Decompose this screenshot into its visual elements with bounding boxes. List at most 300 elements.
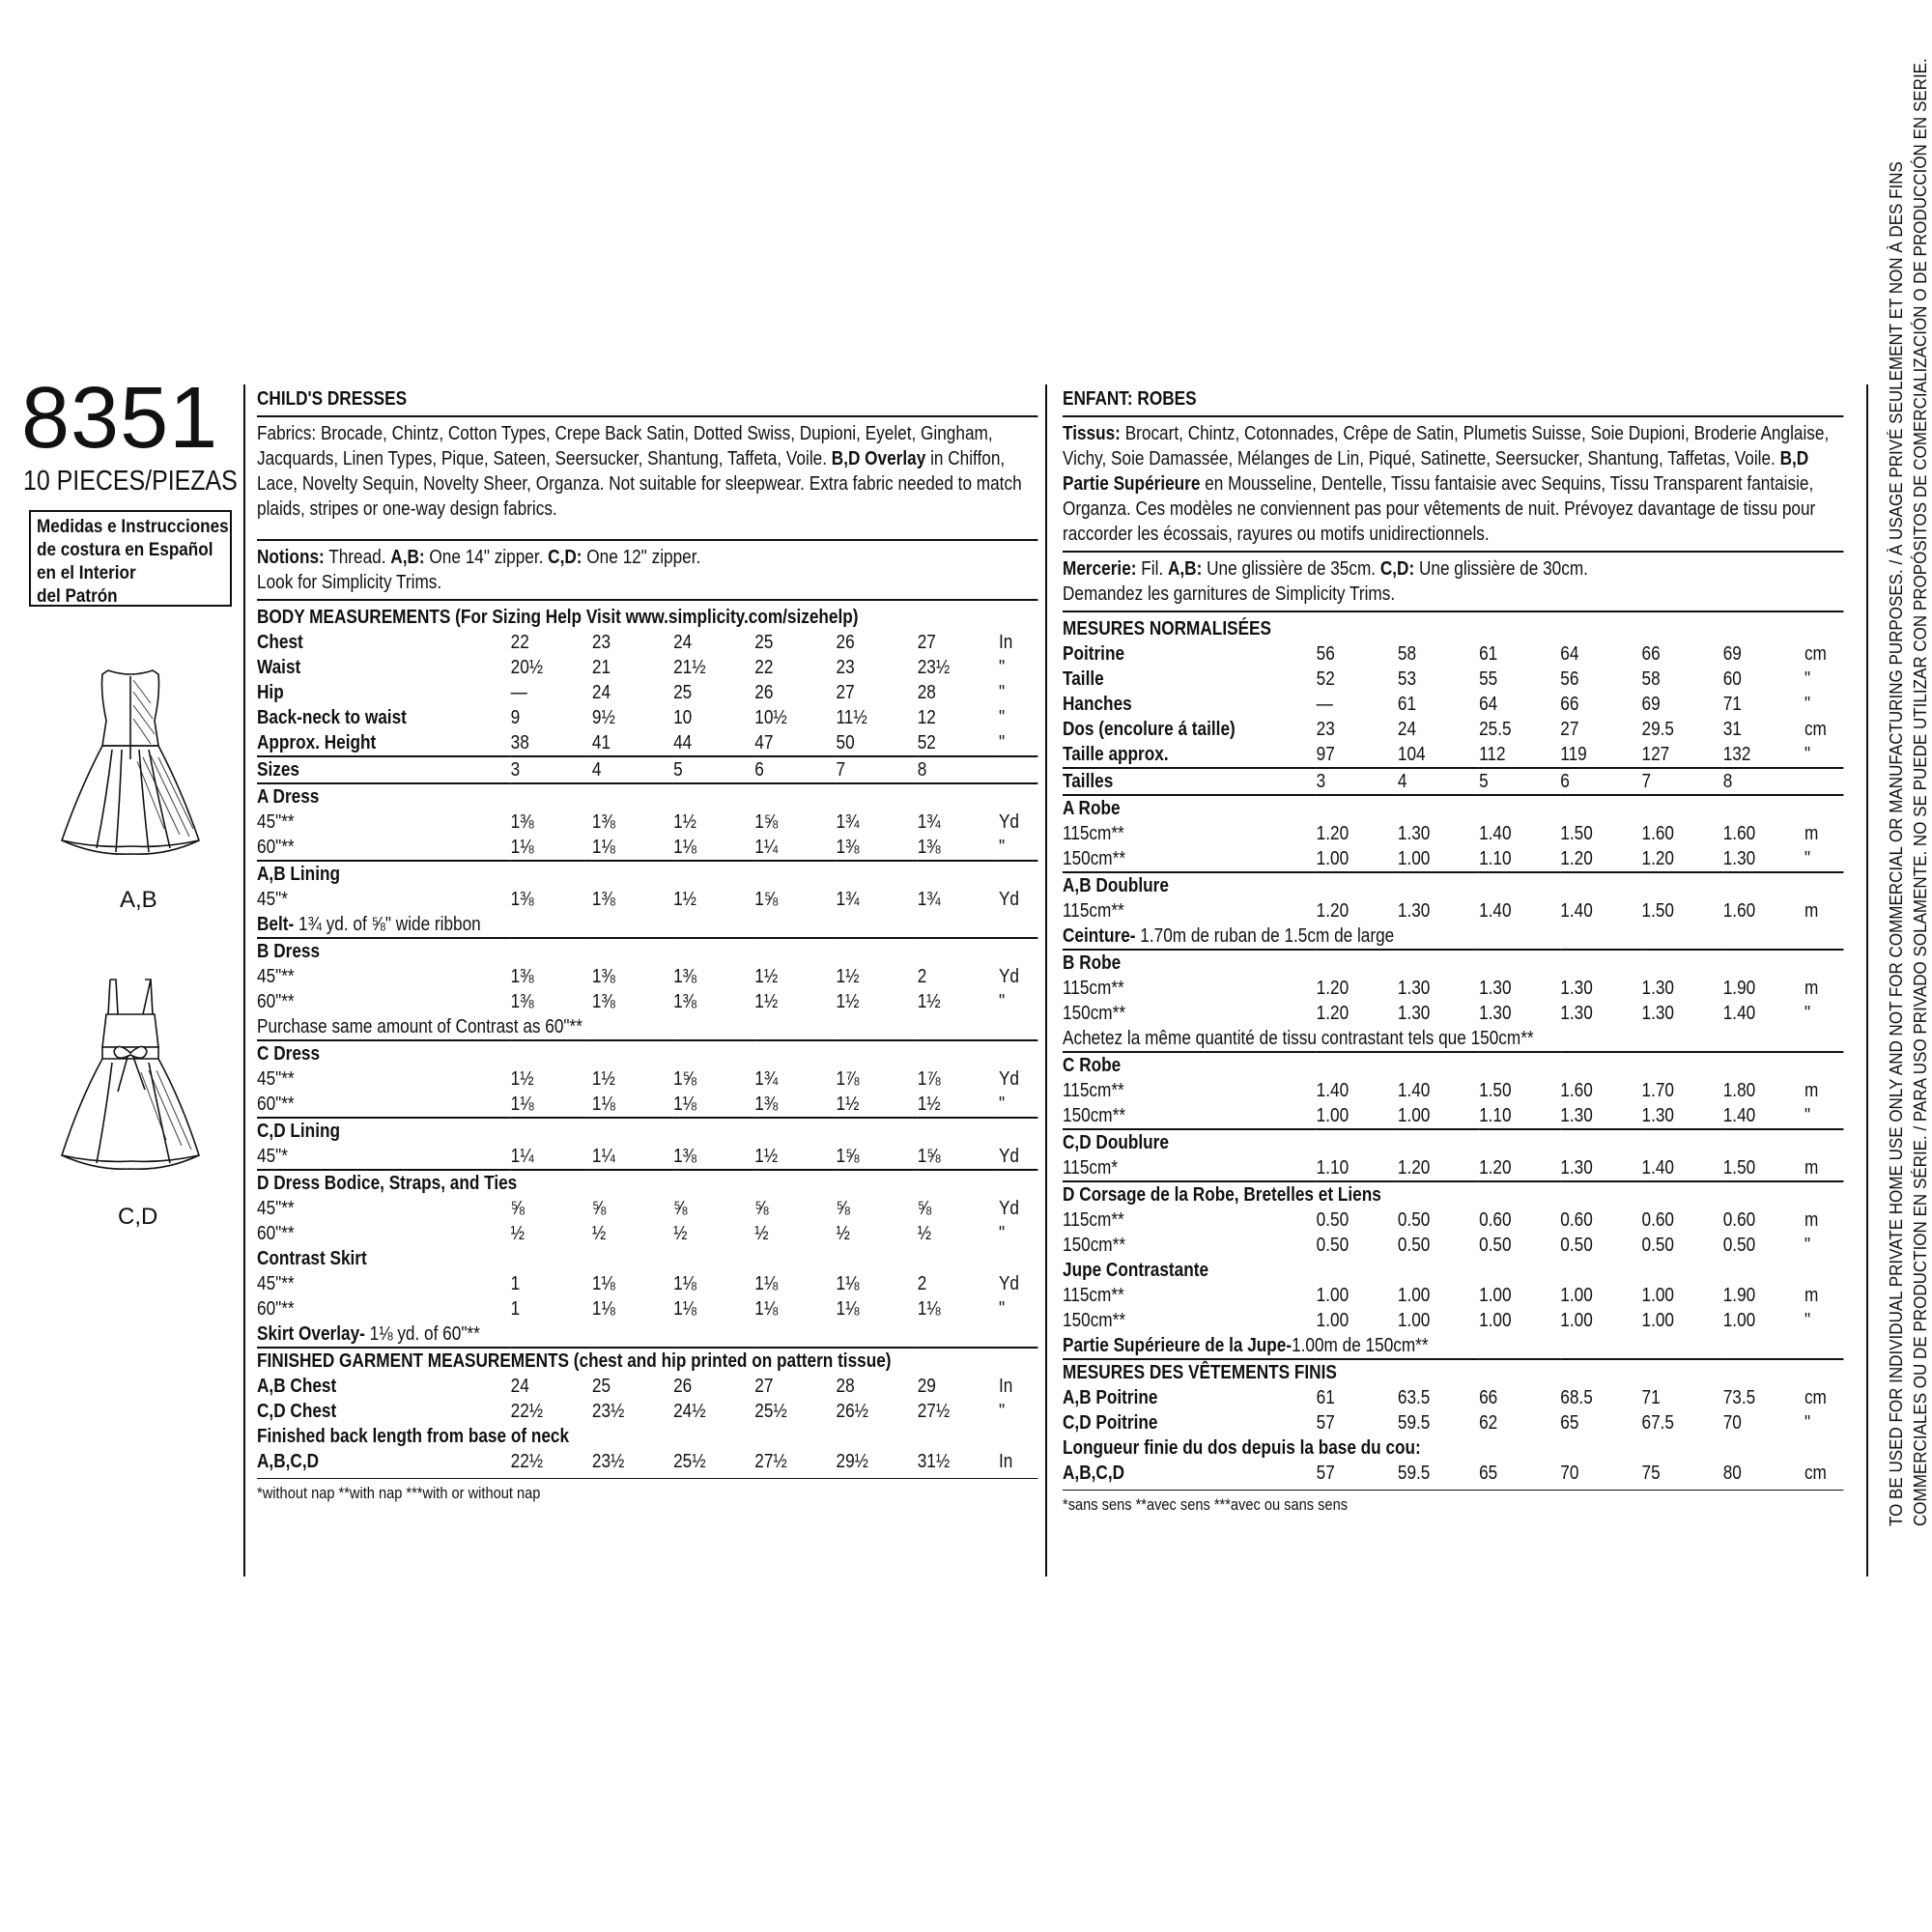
finished-row-value: 63.5 xyxy=(1397,1387,1431,1408)
sizes-row-value: 6 xyxy=(754,756,836,783)
yardage-row-unit: " xyxy=(1804,1310,1811,1331)
yardage-row-value: ⅝ xyxy=(917,1198,932,1219)
yardage-title xyxy=(1063,1258,1843,1283)
yardage-row-unit: " xyxy=(1804,1003,1811,1024)
body-measurement-row-value: 38 xyxy=(510,732,529,753)
sizes-row xyxy=(1063,768,1843,795)
yardage-row-value: 1⅛ xyxy=(836,1273,860,1294)
sizes-row-value: 7 xyxy=(837,756,918,783)
finished-row xyxy=(257,1399,1037,1424)
yardage-row-value: 1⅜ xyxy=(673,966,697,987)
body-measurement-row-value: — xyxy=(510,682,527,703)
yardage-row-value: 1¼ xyxy=(591,1146,615,1167)
yardage-row-label: 45"* xyxy=(257,889,288,910)
finished-title-note: (chest and hip printed on pattern tissue) xyxy=(568,1350,892,1372)
usage-notice-line: TO BE USED FOR INDIVIDUAL PRIVATE HOME USE ONLY AND NOT FOR COMMERCIAL OR MANUFACTURING PURPOSES. / À USAGE PRIVÉ SEULEMENT ET NON À DES FINS xyxy=(1886,161,1906,1526)
yardage-row-value: ½ xyxy=(754,1223,769,1244)
skirt-overlay-note-label: Partie Supérieure de la Jupe- xyxy=(1063,1335,1293,1356)
body-measurement-row-label: Taille approx. xyxy=(1063,744,1169,765)
back-length-row-unit: cm xyxy=(1804,1463,1827,1484)
body-measurement-row-value: 22 xyxy=(510,632,529,653)
yardage-row-value: 1.00 xyxy=(1641,1310,1675,1331)
yardage-row-value: 1.30 xyxy=(1479,1003,1512,1024)
yardage-title-text: C,D Doublure xyxy=(1063,1129,1843,1155)
body-measurement-row-value: 23 xyxy=(1316,719,1335,740)
yardage-row-label: 60"** xyxy=(257,1223,295,1244)
finished-row-value: 67.5 xyxy=(1641,1412,1675,1434)
yardage-row-value: 0.50 xyxy=(1397,1209,1431,1231)
body-measurement-row-value: 9½ xyxy=(591,707,615,728)
view-cd-dress-illustration xyxy=(58,976,203,1179)
yardage-row xyxy=(1063,821,1843,846)
yardage-row-value: 1.00 xyxy=(1479,1310,1512,1331)
yardage-row-value: ½ xyxy=(917,1223,932,1244)
yardage-row-unit: " xyxy=(998,837,1006,858)
yardage-row-value: 1.80 xyxy=(1722,1080,1756,1101)
view-label-cd: C,D xyxy=(118,1204,158,1230)
sizes-row-unit xyxy=(999,756,1037,783)
yardage-row xyxy=(257,810,1037,835)
finished-row-value: 25 xyxy=(591,1376,611,1397)
yardage-row-value: 1.40 xyxy=(1722,1003,1756,1024)
body-measurement-row-value: 52 xyxy=(917,732,936,753)
yardage-row-value: 1¼ xyxy=(510,1146,534,1167)
yardage-row-value: 1¾ xyxy=(836,811,860,833)
yardage-row-value: 1.30 xyxy=(1397,978,1431,999)
yardage-row-value: 1.40 xyxy=(1479,823,1512,844)
yardage-row-value: 1.40 xyxy=(1479,900,1512,922)
yardage-row-value: 1.10 xyxy=(1316,1157,1350,1179)
yardage-title xyxy=(257,938,1037,964)
yardage-title-text: C Robe xyxy=(1063,1052,1843,1078)
yardage-row-value: 1.50 xyxy=(1479,1080,1512,1101)
yardage-row-value: 1⅜ xyxy=(591,966,615,987)
yardage-row-value: 1⅜ xyxy=(510,966,534,987)
yardage-row-value: 1.40 xyxy=(1316,1080,1350,1101)
yardage-row-value: 1.30 xyxy=(1397,823,1431,844)
yardage-row xyxy=(257,1221,1037,1246)
body-measurement-row-value: 20½ xyxy=(510,657,544,678)
body-measurement-row-value: 12 xyxy=(917,707,936,728)
yardage-row-value: 1⅞ xyxy=(836,1068,860,1090)
yardage-row-value: 1.40 xyxy=(1641,1157,1675,1179)
english-size-table xyxy=(257,630,1037,1474)
yardage-row-value: 1.70 xyxy=(1641,1080,1675,1101)
english-notions-line2: Look for Simplicity Trims. xyxy=(257,572,442,593)
body-measurement-row-value: 112 xyxy=(1479,744,1506,765)
yardage-row-value: 1.00 xyxy=(1316,1310,1350,1331)
yardage-row-label: 45"** xyxy=(257,1068,295,1090)
yardage-row-unit: m xyxy=(1804,1157,1819,1179)
yardage-title-text: C,D Lining xyxy=(257,1118,1037,1144)
yardage-row-value: 1.40 xyxy=(1722,1105,1756,1126)
finished-row-unit: cm xyxy=(1804,1387,1827,1408)
body-measurement-row-value: 24 xyxy=(673,632,693,653)
yardage-row-label: 115cm** xyxy=(1063,1285,1124,1306)
contrast-note-detail: Achetez la même quantité de tissu contrastant tels que 150cm** xyxy=(1063,1028,1534,1049)
finished-row-value: 22½ xyxy=(510,1401,544,1422)
yardage-row-value: 1½ xyxy=(510,1068,534,1090)
body-measurement-row-label: Poitrine xyxy=(1063,643,1125,665)
sizes-row-value: 7 xyxy=(1642,768,1723,795)
yardage-row-value: 1.00 xyxy=(1397,1285,1431,1306)
yardage-row-value: 1.40 xyxy=(1397,1080,1431,1101)
yardage-row-value: 1½ xyxy=(836,991,860,1012)
yardage-row xyxy=(257,1196,1037,1221)
yardage-row-label: 150cm** xyxy=(1063,1310,1126,1331)
sizes-row-value: 8 xyxy=(1723,768,1804,795)
yardage-row-value: 1⅛ xyxy=(754,1298,779,1320)
belt-note xyxy=(257,912,1037,938)
skirt-overlay-note-detail: 1.00m de 150cm** xyxy=(1292,1335,1429,1356)
left-panel xyxy=(0,0,242,1932)
body-measurement-row-value: 66 xyxy=(1641,643,1661,665)
body-measurement-row-value: 25.5 xyxy=(1479,719,1512,740)
yardage-row-value: 1.90 xyxy=(1722,978,1756,999)
body-measurement-row-value: 61 xyxy=(1479,643,1498,665)
yardage-row-value: 1⅝ xyxy=(836,1146,860,1167)
finished-row-value: 57 xyxy=(1316,1412,1335,1434)
yardage-row-label: 60"** xyxy=(257,837,295,858)
yardage-row-label: 60"** xyxy=(257,1298,295,1320)
back-length-row-unit: In xyxy=(998,1451,1013,1472)
body-measurement-row-value: 9 xyxy=(510,707,521,728)
yardage-row-value: 1.40 xyxy=(1560,900,1593,922)
english-footnote: *without nap **with nap ***with or without nap xyxy=(257,1484,541,1502)
back-length-row-value: 75 xyxy=(1641,1463,1661,1484)
back-length-row-value: 23½ xyxy=(591,1451,625,1472)
yardage-row-value: 1 xyxy=(510,1273,521,1294)
yardage-row-label: 45"** xyxy=(257,1273,295,1294)
body-measurement-row-unit: " xyxy=(998,707,1006,728)
yardage-title-text: B Robe xyxy=(1063,950,1843,976)
skirt-overlay-note xyxy=(1063,1333,1843,1359)
finished-row-value: 24 xyxy=(510,1376,529,1397)
skirt-overlay-note xyxy=(257,1321,1037,1348)
sizes-row-value: 8 xyxy=(918,756,999,783)
view-ab-dress-illustration xyxy=(58,665,203,863)
yardage-row-value: ⅝ xyxy=(836,1198,850,1219)
body-measurement-row xyxy=(257,680,1037,705)
yardage-row-value: 1⅝ xyxy=(673,1068,697,1090)
yardage-row-label: 150cm** xyxy=(1063,1235,1126,1256)
yardage-title-text: D Dress Bodice, Straps, and Ties xyxy=(257,1170,1037,1196)
spanish-note-line: Medidas e Instrucciones xyxy=(37,517,229,537)
yardage-row xyxy=(257,1066,1037,1092)
body-measurement-row-value: 69 xyxy=(1722,643,1742,665)
back-length-title-text: Longueur finie du dos depuis la base du cou: xyxy=(1063,1437,1421,1459)
yardage-row-value: 1½ xyxy=(754,991,779,1012)
body-measurement-row-value: 97 xyxy=(1316,744,1335,765)
yardage-row xyxy=(257,964,1037,989)
body-measurement-row xyxy=(1063,641,1843,667)
body-measurement-row-label: Taille xyxy=(1063,668,1104,690)
yardage-row-value: 1.50 xyxy=(1641,900,1675,922)
yardage-row-label: 115cm** xyxy=(1063,978,1124,999)
yardage-row-value: 1⅜ xyxy=(673,1146,697,1167)
yardage-row-value: 1⅝ xyxy=(754,811,779,833)
body-measurement-row-value: 27 xyxy=(1560,719,1579,740)
back-length-row-label: A,B,C,D xyxy=(1063,1463,1125,1484)
english-column xyxy=(257,386,1039,1504)
body-measurement-row-label: Chest xyxy=(257,632,303,653)
yardage-row xyxy=(1063,1078,1843,1103)
yardage-row-value: 1.20 xyxy=(1479,1157,1512,1179)
spanish-note-line: de costura en Español xyxy=(37,540,213,560)
yardage-row-label: 150cm** xyxy=(1063,1105,1126,1126)
body-measurement-row-unit: " xyxy=(998,682,1006,703)
sizes-row-value: 5 xyxy=(673,756,754,783)
french-notions: Mercerie: Fil. A,B: Une glissière de 35cm. C,D: Une glissière de 30cm. xyxy=(1063,558,1588,580)
body-measurement-row-value: 64 xyxy=(1560,643,1579,665)
finished-row xyxy=(257,1374,1037,1399)
body-measurement-row-value: 104 xyxy=(1397,744,1426,765)
body-measurement-row xyxy=(1063,692,1843,717)
yardage-row-value: 1.50 xyxy=(1560,823,1593,844)
french-body-measurements-title: MESURES NORMALISÉES xyxy=(1063,618,1271,639)
contrast-note xyxy=(257,1014,1037,1040)
body-measurement-row xyxy=(1063,667,1843,692)
back-length-title-text: Finished back length from base of neck xyxy=(257,1426,570,1447)
french-title: ENFANT: ROBES xyxy=(1063,388,1197,410)
body-measurement-row-unit: " xyxy=(1804,744,1811,765)
yardage-row-value: 1½ xyxy=(754,966,779,987)
yardage-row xyxy=(257,1296,1037,1321)
body-measurement-row-value: 23 xyxy=(591,632,611,653)
yardage-row-value: 1.30 xyxy=(1641,1003,1675,1024)
finished-row-value: 62 xyxy=(1479,1412,1498,1434)
finished-row-value: 29 xyxy=(917,1376,936,1397)
yardage-row-label: 115cm** xyxy=(1063,900,1124,922)
yardage-row-label: 115cm** xyxy=(1063,823,1124,844)
yardage-row-value: 1.00 xyxy=(1722,1310,1756,1331)
body-measurement-row-value: 132 xyxy=(1722,744,1751,765)
yardage-row-label: 115cm** xyxy=(1063,1080,1124,1101)
yardage-row-value: 1.30 xyxy=(1560,978,1593,999)
body-measurement-row-value: 10 xyxy=(673,707,693,728)
yardage-row-value: 1.30 xyxy=(1641,978,1675,999)
back-length-row-value: 59.5 xyxy=(1397,1463,1431,1484)
yardage-row-unit: m xyxy=(1804,978,1819,999)
finished-row-label: C,D Chest xyxy=(257,1401,337,1422)
yardage-row-unit: Yd xyxy=(998,889,1019,910)
body-measurement-row-label: Dos (encolure á taille) xyxy=(1063,719,1236,740)
sizes-row-unit xyxy=(1804,768,1843,795)
yardage-title xyxy=(257,1170,1037,1196)
yardage-row-unit: Yd xyxy=(998,1068,1019,1090)
french-column xyxy=(1063,386,1845,1516)
finished-row xyxy=(1063,1410,1843,1435)
yardage-row-unit: Yd xyxy=(998,811,1019,833)
yardage-title-text: C Dress xyxy=(257,1040,1037,1066)
yardage-title xyxy=(257,1040,1037,1066)
body-measurement-row-value: 53 xyxy=(1397,668,1417,690)
yardage-row-value: 0.50 xyxy=(1316,1235,1350,1256)
finished-row xyxy=(1063,1385,1843,1410)
yardage-row-value: 1.00 xyxy=(1316,1105,1350,1126)
back-length-row-value: 70 xyxy=(1560,1463,1579,1484)
body-measurement-row-value: 56 xyxy=(1560,668,1579,690)
yardage-row-unit: " xyxy=(998,1094,1006,1115)
body-measurement-row-value: 58 xyxy=(1397,643,1417,665)
yardage-row xyxy=(257,989,1037,1014)
sizes-row-value: 3 xyxy=(1317,768,1398,795)
contrast-note-detail: Purchase same amount of Contrast as 60"** xyxy=(257,1016,582,1037)
body-measurement-row-value: 10½ xyxy=(754,707,787,728)
yardage-row-value: 1.10 xyxy=(1479,848,1512,869)
finished-row-value: 24½ xyxy=(673,1401,706,1422)
back-length-row-value: 31½ xyxy=(917,1451,951,1472)
yardage-row-value: 0.50 xyxy=(1479,1235,1512,1256)
body-measurement-row-value: 24 xyxy=(1397,719,1417,740)
belt-note-detail: 1.70m de ruban de 1.5cm de large xyxy=(1135,925,1395,947)
yardage-row-value: ⅝ xyxy=(591,1198,607,1219)
yardage-title xyxy=(257,1246,1037,1271)
yardage-row-unit: " xyxy=(998,1298,1006,1320)
skirt-overlay-note-detail: 1⅛ yd. of 60"** xyxy=(364,1323,480,1345)
yardage-row xyxy=(1063,1155,1843,1181)
yardage-row-value: 1.90 xyxy=(1722,1285,1756,1306)
yardage-row-value: 0.50 xyxy=(1560,1235,1593,1256)
yardage-row-value: 1.60 xyxy=(1641,823,1675,844)
yardage-row-value: 1⅜ xyxy=(917,837,941,858)
yardage-row-value: 0.50 xyxy=(1316,1209,1350,1231)
belt-note xyxy=(1063,923,1843,950)
body-measurement-row-value: 50 xyxy=(836,732,855,753)
finished-title xyxy=(257,1348,1037,1374)
yardage-row-value: 1⅛ xyxy=(673,1094,697,1115)
body-measurement-row-value: 60 xyxy=(1722,668,1742,690)
body-measurement-row-value: 26 xyxy=(754,682,774,703)
belt-note-label: Ceinture- xyxy=(1063,925,1136,947)
yardage-title xyxy=(257,783,1037,810)
yardage-title xyxy=(1063,1181,1843,1208)
back-length-row-value: 27½ xyxy=(754,1451,787,1472)
yardage-row-value: 1.30 xyxy=(1560,1105,1593,1126)
body-measurement-row-unit: " xyxy=(998,732,1006,753)
yardage-row-value: 1⅛ xyxy=(591,1094,615,1115)
yardage-row-value: 1⅜ xyxy=(673,991,697,1012)
body-measurement-row-value: 119 xyxy=(1560,744,1587,765)
back-length-row-value: 80 xyxy=(1722,1463,1742,1484)
yardage-row-value: 1⅛ xyxy=(591,1273,615,1294)
sizes-row-label: Sizes xyxy=(257,756,511,783)
yardage-row-value: 1⅝ xyxy=(917,1146,941,1167)
yardage-title-text: Contrast Skirt xyxy=(257,1248,367,1269)
yardage-row-unit: " xyxy=(1804,1235,1811,1256)
finished-title-label: MESURES DES VÊTEMENTS FINIS xyxy=(1063,1362,1337,1383)
yardage-row-value: 1⅛ xyxy=(673,1298,697,1320)
pattern-number: 8351 xyxy=(21,370,219,467)
usage-notice xyxy=(1884,58,1932,1575)
yardage-row-value: 1.00 xyxy=(1560,1310,1593,1331)
yardage-row-value: 1⅜ xyxy=(510,889,534,910)
yardage-row-value: 1.30 xyxy=(1397,1003,1431,1024)
yardage-row-label: 45"** xyxy=(257,811,295,833)
divider-left xyxy=(243,384,245,1577)
yardage-row xyxy=(257,887,1037,912)
finished-row-value: 61 xyxy=(1316,1387,1335,1408)
yardage-row-value: 1⅝ xyxy=(754,889,779,910)
yardage-row-value: 1¾ xyxy=(917,889,941,910)
yardage-row-value: 1.60 xyxy=(1722,823,1756,844)
yardage-title-text: A Dress xyxy=(257,783,1037,810)
yardage-row xyxy=(257,1092,1037,1118)
yardage-row-unit: " xyxy=(998,991,1006,1012)
yardage-row xyxy=(1063,846,1843,872)
yardage-row-value: 1.00 xyxy=(1316,848,1350,869)
yardage-row-value: 1.30 xyxy=(1560,1003,1593,1024)
body-measurement-row-value: 52 xyxy=(1316,668,1335,690)
contrast-note xyxy=(1063,1026,1843,1052)
yardage-row-value: 1.60 xyxy=(1722,900,1756,922)
yardage-row-unit: m xyxy=(1804,1209,1819,1231)
yardage-title-text: D Corsage de la Robe, Bretelles et Liens xyxy=(1063,1181,1843,1208)
body-measurement-row-label: Hanches xyxy=(1063,694,1132,715)
finished-row-value: 66 xyxy=(1479,1387,1498,1408)
body-measurement-row-value: 64 xyxy=(1479,694,1498,715)
finished-row-label: A,B Poitrine xyxy=(1063,1387,1158,1408)
yardage-row-value: 1½ xyxy=(917,1094,941,1115)
body-measurement-row-value: 21½ xyxy=(673,657,706,678)
divider-right xyxy=(1866,384,1868,1577)
skirt-overlay-note-label: Skirt Overlay- xyxy=(257,1323,365,1345)
spanish-note-line: en el Interior xyxy=(37,563,136,583)
body-measurement-row-value: 29.5 xyxy=(1641,719,1675,740)
finished-row-value: 71 xyxy=(1641,1387,1661,1408)
yardage-title-text: A Robe xyxy=(1063,795,1843,821)
yardage-row xyxy=(1063,1001,1843,1026)
body-measurement-row xyxy=(257,730,1037,756)
yardage-row-value: 1⅛ xyxy=(673,1273,697,1294)
sizes-row xyxy=(257,756,1037,783)
divider-middle xyxy=(1045,384,1047,1577)
finished-row-value: 28 xyxy=(836,1376,855,1397)
body-measurement-row-unit: cm xyxy=(1804,643,1827,665)
view-label-ab: A,B xyxy=(120,887,157,913)
body-measurement-row-value: 26 xyxy=(836,632,855,653)
spanish-note-line: del Patrón xyxy=(37,586,118,607)
body-measurement-row-value: 22 xyxy=(754,657,774,678)
body-measurement-row-value: 66 xyxy=(1560,694,1579,715)
back-length-row-label: A,B,C,D xyxy=(257,1451,320,1472)
yardage-title xyxy=(1063,872,1843,898)
yardage-row-value: 1.20 xyxy=(1316,823,1350,844)
body-measurement-row xyxy=(257,705,1037,730)
yardage-row-value: 1.00 xyxy=(1641,1285,1675,1306)
body-measurement-row-unit: " xyxy=(1804,668,1811,690)
body-measurement-row-value: 56 xyxy=(1316,643,1335,665)
body-measurement-row-value: 27 xyxy=(917,632,936,653)
body-measurement-row-value: 27 xyxy=(836,682,855,703)
yardage-row-value: 1.30 xyxy=(1641,1105,1675,1126)
yardage-row-value: 1½ xyxy=(591,1068,615,1090)
belt-note-detail: 1¾ yd. of ⅝" wide ribbon xyxy=(294,914,481,935)
yardage-row-value: 1⅜ xyxy=(836,837,860,858)
back-length-title xyxy=(1063,1435,1843,1461)
yardage-row-label: 60"** xyxy=(257,1094,295,1115)
yardage-row-unit: m xyxy=(1804,823,1819,844)
yardage-row xyxy=(1063,898,1843,923)
yardage-row-value: 1.20 xyxy=(1641,848,1675,869)
belt-note-label: Belt- xyxy=(257,914,295,935)
finished-title xyxy=(1063,1359,1843,1385)
finished-row-value: 59.5 xyxy=(1397,1412,1431,1434)
yardage-row xyxy=(257,835,1037,861)
back-length-row-value: 29½ xyxy=(836,1451,869,1472)
finished-title-label: FINISHED GARMENT MEASUREMENTS xyxy=(257,1350,569,1372)
pieces-count: 10 PIECES/PIEZAS xyxy=(23,466,238,497)
